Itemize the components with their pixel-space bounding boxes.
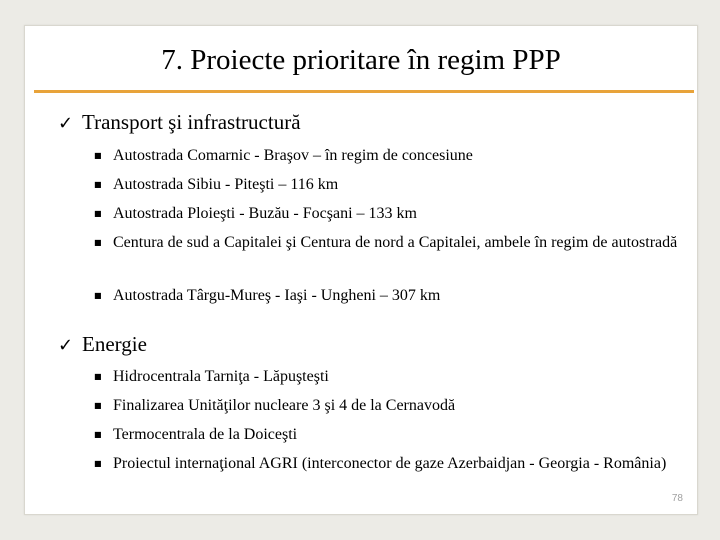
square-bullet-icon: ■ (94, 459, 102, 468)
list-item-text: Termocentrala de la Doiceşti (113, 426, 298, 443)
section-heading-label: Transport şi infrastructură (82, 110, 301, 134)
title-underline (34, 90, 694, 93)
section-heading-energie (58, 331, 147, 359)
list-item (94, 202, 684, 226)
list-item (94, 173, 684, 197)
list-item-text: Hidrocentrala Tarniţa - Lăpuşteşti (113, 368, 329, 385)
list-item-text: Autostrada Comarnic - Braşov – în regim de concesiune (113, 147, 473, 164)
list-item (94, 423, 684, 447)
list-item-text: Autostrada Ploieşti - Buzău - Focşani – 133 km (113, 205, 417, 222)
slide-title: 7. Proiecte prioritare în regim PPP (161, 44, 561, 76)
list-item (94, 144, 684, 168)
list-item-text: Centura de sud a Capitalei şi Centura de nord a Capitalei, ambele în regim de autostradă (113, 234, 678, 251)
square-bullet-icon: ■ (94, 401, 102, 410)
list-item (94, 452, 684, 476)
list-item (94, 231, 684, 255)
square-bullet-icon: ■ (94, 372, 102, 381)
square-bullet-icon: ■ (94, 180, 102, 189)
list-item (94, 365, 684, 389)
square-bullet-icon: ■ (94, 291, 102, 300)
square-bullet-icon: ■ (94, 209, 102, 218)
list-item-text: Proiectul internaţional AGRI (interconector de gaze Azerbaidjan - Georgia - România) (113, 455, 667, 472)
section-heading-label: Energie (82, 332, 147, 356)
list-item (94, 394, 684, 418)
square-bullet-icon: ■ (94, 238, 102, 247)
slide (24, 25, 698, 515)
page-number: 78 (671, 493, 683, 504)
square-bullet-icon: ■ (94, 430, 102, 439)
checkmark-icon: ✓ (58, 335, 74, 356)
list-item-text: Autostrada Târgu-Mureş - Iaşi - Ungheni – 307 km (113, 287, 441, 304)
list-item-text: Finalizarea Unităţilor nucleare 3 şi 4 de la Cernavodă (113, 397, 456, 414)
list-item (94, 284, 684, 308)
section-heading-transport (58, 109, 301, 137)
list-item-text: Autostrada Sibiu - Piteşti – 116 km (113, 176, 339, 193)
square-bullet-icon: ■ (94, 151, 102, 160)
checkmark-icon: ✓ (58, 113, 74, 134)
